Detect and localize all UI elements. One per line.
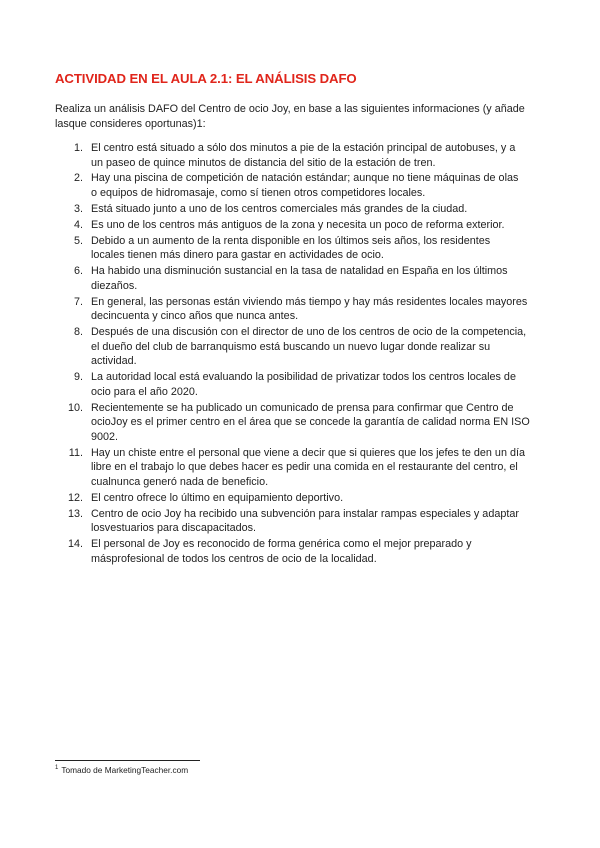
list-item-text: El personal de Joy es reconocido de forma genérica como el mejor preparado y xyxy=(91,538,472,551)
list-item xyxy=(55,218,545,233)
list-item-text: un paseo de quince minutos de distancia del sitio de la estación de tren. xyxy=(91,156,436,169)
list-item-text: ocio para el año 2020. xyxy=(91,385,198,398)
footnote-marker: 1 xyxy=(55,765,59,772)
list-item xyxy=(55,202,545,217)
list-item xyxy=(55,171,545,200)
list-item xyxy=(55,141,545,170)
list-item-number: 7. xyxy=(73,295,83,308)
list-item-number: 3. xyxy=(73,202,83,215)
list-item xyxy=(55,370,545,399)
footnote xyxy=(55,765,188,775)
list-item xyxy=(55,264,545,293)
intro-line: lasque consideres oportunas)1: xyxy=(55,118,206,130)
list-item-text: másprofesional de todos los centros de ocio de la localidad. xyxy=(91,552,377,565)
list-item-number: 6. xyxy=(73,265,83,278)
intro-paragraph xyxy=(55,102,545,132)
list-item-text: Recientemente se ha publicado un comunicado de prensa para confirmar que Centro de xyxy=(91,401,514,414)
list-item-text: Hay una piscina de competición de natación estándar; aunque no tiene máquinas de olas xyxy=(91,172,519,185)
list-item-text: o equipos de hidromasaje, como sí tienen otros competidores locales. xyxy=(91,187,426,200)
list-item-text: locales tienen más dinero para gastar en actividades de ocio. xyxy=(91,249,384,262)
intro-line: Realiza un análisis DAFO del Centro de ocio Joy, en base a las siguientes informaciones (y añade xyxy=(55,103,525,115)
list-item-number: 12. xyxy=(67,491,83,504)
list-item xyxy=(55,491,545,506)
list-item-text: Debido a un aumento de la renta disponible en los últimos seis años, los residentes xyxy=(91,234,491,247)
list-item-number: 8. xyxy=(73,326,83,339)
list-item-text: La autoridad local está evaluando la posibilidad de privatizar todos los centros locales de xyxy=(91,371,516,384)
list-item-text: actividad. xyxy=(91,355,137,368)
list-item-text: decincuenta y cinco años que nunca antes. xyxy=(91,310,299,323)
list-item-text: libre en el trabajo lo que debes hacer es pedir una comida en el restaurante del centro, el xyxy=(91,461,518,474)
list-item-text: losvestuarios para discapacitados. xyxy=(91,522,257,535)
list-item-number: 9. xyxy=(73,371,83,384)
list-item-text: Centro de ocio Joy ha recibido una subvención para instalar rampas especiales y adaptar xyxy=(91,507,519,520)
list-item-text: Después de una discusión con el director de uno de los centros de ocio de la competencia, xyxy=(91,326,527,339)
list-item-text: el dueño del club de barranquismo está buscando un nuevo lugar donde realizar su xyxy=(91,340,491,353)
list-item xyxy=(55,507,545,536)
list-item xyxy=(55,325,545,369)
list-item-text: El centro ofrece lo último en equipamiento deportivo. xyxy=(91,491,344,504)
list-item xyxy=(55,446,545,490)
list-item xyxy=(55,401,545,445)
numbered-list xyxy=(55,141,545,568)
list-item xyxy=(55,295,545,324)
list-item-number: 13. xyxy=(67,507,83,520)
list-item-text: Está situado junto a uno de los centros comerciales más grandes de la ciudad. xyxy=(91,202,468,215)
list-item-text: cualnunca generó nada de beneficio. xyxy=(91,476,269,489)
list-item-text: diezaños. xyxy=(91,279,138,292)
page-title: ACTIVIDAD EN EL AULA 2.1: EL ANÁLISIS DAFO xyxy=(55,71,357,86)
list-item-number: 11. xyxy=(68,446,83,459)
list-item-number: 1. xyxy=(73,142,83,154)
list-item xyxy=(55,234,545,263)
footnote-divider xyxy=(55,760,200,761)
list-item-number: 14. xyxy=(67,538,83,551)
list-item-number: 2. xyxy=(73,172,83,185)
list-item-text: Hay un chiste entre el personal que viene a decir que si quieres que los jefes te den un día xyxy=(91,446,525,459)
list-item-text: En general, las personas están viviendo más tiempo y hay más residentes locales mayores xyxy=(91,295,528,308)
list-item-text: Ha habido una disminución sustancial en la tasa de natalidad en España en los últimos xyxy=(91,265,508,278)
list-item-number: 5. xyxy=(73,234,83,247)
list-item-text: 9002. xyxy=(91,430,119,443)
footnote-text: Tomado de MarketingTeacher.com xyxy=(61,765,189,775)
list-item-text: El centro está situado a sólo dos minutos a pie de la estación principal de autobuses, y a xyxy=(91,142,516,154)
list-item xyxy=(55,537,545,566)
list-item-text: Es uno de los centros más antiguos de la zona y necesita un poco de reforma exterior. xyxy=(91,218,505,231)
list-item-number: 10. xyxy=(67,401,83,414)
list-item-text: ocioJoy es el primer centro en el área que se concede la garantía de calidad norma EN ISO xyxy=(91,416,530,429)
list-item-number: 4. xyxy=(73,218,83,231)
